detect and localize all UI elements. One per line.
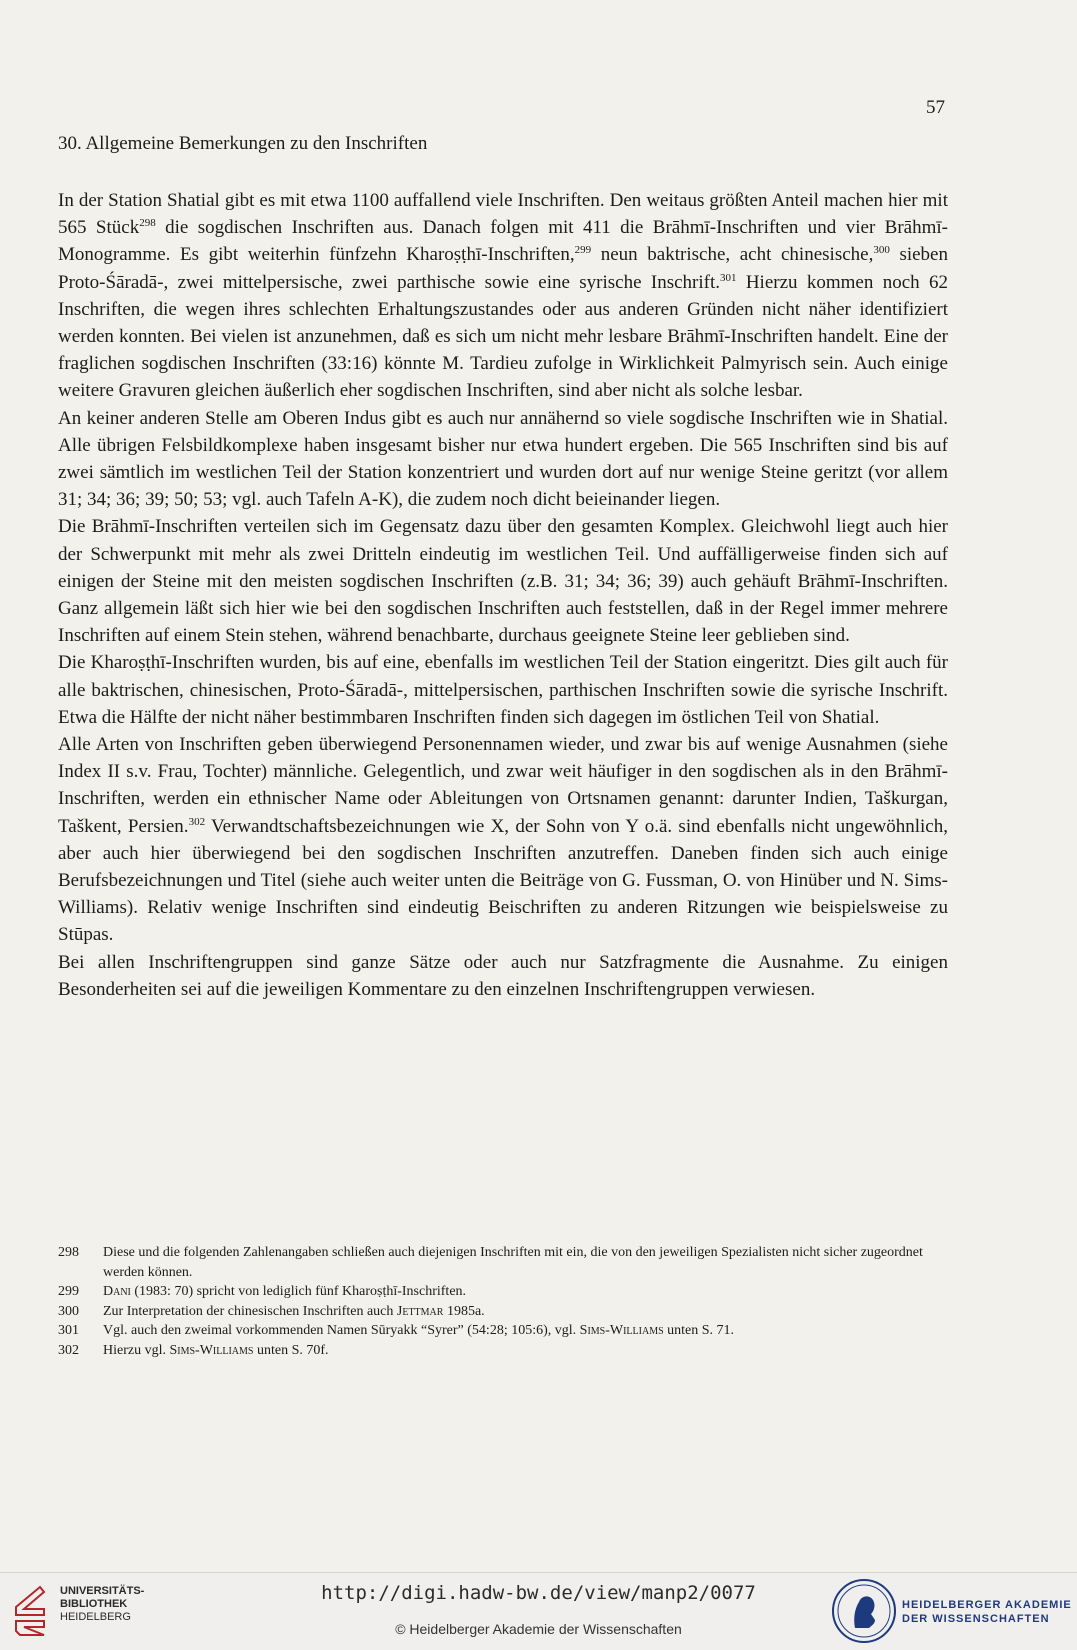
- footnote-number: 299: [58, 1284, 79, 1299]
- paragraph-1: In der Station Shatial gibt es mit etwa 1100 auffallend viele Inschriften. Den weitaus größten Anteil machen hier mit 565 Stück$^{298}$ die sogdischen Inschriften aus. Danach folgen mit 411 die Brāhmī-Inschriften und vier Brāhmī-Monogramme. Es gibt weiterhin fünfzehn Kharoṣṭhī-Inschriften,$^{299}$ neun baktrische, acht chinesische,$^{300}$ sieben Proto-Śāradā-, zwei mittelpersische, zwei parthische sowie eine syrische Inschrift.$^{301}$ Hierzu kommen noch 62 Inschriften, die wegen ihres schlechten Erhaltungszustandes oder aus anderen Gründen nicht näher identifiziert werden konnten. Bei vielen ist anzunehmen, daß es sich um nicht mehr lesbare Brāhmī-Inschriften handelt. Eine der fraglichen sogdischen Inschriften (33:16) könnte M. Tardieu zufolge in Wirklichkeit Palmyrisch sein. Auch einige weitere Gravuren gleichen äußerlich eher sogdischen Inschriften, sind aber nicht als solche lesbar.: [58, 190, 948, 402]
- paragraph-4: Die Kharoṣṭhī-Inschriften wurden, bis auf eine, ebenfalls im westlichen Teil der Station eingeritzt. Dies gilt auch für alle baktrischen, chinesischen, Proto-Śāradā-, mittelpersischen, parthischen Inschriften sowie die syrische Inschrift. Etwa die Hälfte der nicht näher bestimmbaren Inschriften finden sich dagegen im östlichen Teil von Shatial.: [58, 652, 948, 728]
- footnote-text: Hierzu vgl. Sims-Williams unten S. 70f.: [103, 1342, 329, 1358]
- permalink-url[interactable]: http://digi.hadw-bw.de/view/manp2/0077: [321, 1582, 756, 1604]
- footnotes: [58, 1243, 952, 1360]
- footnote-text: Diese und die folgenden Zahlenangaben schließen auch diejenigen Inschriften mit ein, die von den jeweiligen Spezialisten nicht sicher zugeordnet werden können.: [103, 1245, 923, 1280]
- footnote-number: 298: [58, 1245, 79, 1260]
- author-name: Jettmar: [396, 1303, 444, 1319]
- academy-seal-icon[interactable]: [831, 1578, 897, 1644]
- footnote-ref-301[interactable]: 301: [719, 271, 737, 284]
- footnote-301: [58, 1321, 952, 1341]
- paragraph-3: Die Brāhmī-Inschriften verteilen sich im Gegensatz dazu über den gesamten Komplex. Gleichwohl liegt auch hier der Schwerpunkt mit mehr als zwei Dritteln eindeutig im westlichen Teil. Und auffälligerweise finden sich auf einigen der Steine mit den meisten sogdischen Inschriften (z.B. 31; 34; 36; 39) auch gehäuft Brāhmī-Inschriften. Ganz allgemein läßt sich hier wie bei den sogdischen Inschriften auch feststellen, daß in der Regel immer mehrere Inschriften auf einem Stein stehen, während benachbarte, durchaus geeignete Steine leer geblieben sind.: [58, 516, 948, 647]
- author-name: Sims-Williams: [579, 1323, 664, 1338]
- footnote-300: [58, 1302, 952, 1322]
- footnote-299: [58, 1282, 952, 1302]
- paragraph-6: Bei allen Inschriftengruppen sind ganze Sätze oder auch nur Satzfragmente die Ausnahme. Zu einigen Besonderheiten sei auf die jeweiligen Kommentare zu den einzelnen Inschriftengruppen verwiesen.: [58, 951, 948, 1000]
- footnote-ref-300[interactable]: 300: [873, 244, 890, 257]
- author-name: Sims-Williams: [169, 1342, 254, 1358]
- footnote-text: Zur Interpretation der chinesischen Inschriften auch Jettmar 1985a.: [103, 1303, 485, 1319]
- viewer-footer: [0, 1572, 1077, 1650]
- footnote-302: [58, 1341, 952, 1361]
- footnote-number: 300: [58, 1303, 79, 1319]
- footnote-ref-302[interactable]: 302: [188, 815, 206, 828]
- copyright-notice: © Heidelberger Akademie der Wissenschaften: [395, 1621, 682, 1637]
- paragraph-2: An keiner anderen Stelle am Oberen Indus gibt es auch nur annähernd so viele sogdische Inschriften wie in Shatial. Alle übrigen Felsbildkomplexe haben insgesamt bisher nur etwa hundert ergeben. Die 565 Inschriften sind bis auf zwei sämtlich im westlichen Teil der Station konzentriert und wurden dort auf nur wenige Steine geritzt (vor allem 31; 34; 36; 39; 50; 53; vgl. auch Tafeln A-K), die zudem noch dicht beieinander liegen.: [58, 407, 948, 511]
- body-text: [58, 187, 948, 1003]
- page-number: 57: [926, 97, 945, 118]
- author-name: Dani: [103, 1284, 131, 1299]
- footnote-text: Dani (1983: 70) spricht von lediglich fünf Kharoṣṭhī-Inschriften.: [103, 1284, 467, 1299]
- footnote-number: 302: [58, 1342, 79, 1358]
- footnote-number: 301: [58, 1323, 79, 1338]
- paragraph-5: Alle Arten von Inschriften geben überwiegend Personennamen wieder, und zwar bis auf wenige Ausnahmen (siehe Index II s.v. Frau, Tochter) männliche. Gelegentlich, und zwar weit häufiger in den sogdischen als in den Brāhmī-Inschriften, werden ein ethnischer Name oder Ableitungen von Ortsnamen genannt: darunter Indien, Taškurgan, Taškent, Persien.$^{302}$ Verwandtschaftsbezeichnungen wie X, der Sohn von Y o.ä. sind ebenfalls nicht ungewöhnlich, aber auch hier überwiegend bei den sogdischen Inschriften anzutreffen. Daneben finden sich auch einige Berufsbezeichnungen und Titel (siehe auch weiter unten die Beiträge von G. Fussman, O. von Hinüber und N. Sims-Williams). Relativ wenige Inschriften sind eindeutig Beischriften zu anderen Ritzungen wie beispielsweise zu Stūpas.: [58, 734, 948, 946]
- footnote-ref-299[interactable]: 299: [574, 244, 592, 257]
- footnote-298: [58, 1243, 952, 1282]
- footnote-text: Vgl. auch den zweimal vorkommenden Namen Sūryakk “Syrer” (54:28; 105:6), vgl. Sims-Williams unten S. 71.: [103, 1323, 735, 1338]
- section-title: 30. Allgemeine Bemerkungen zu den Inschriften: [58, 133, 428, 154]
- academy-name: HEIDELBERGER AKADEMIE DER WISSENSCHAFTEN: [902, 1599, 1072, 1625]
- footnote-ref-298[interactable]: 298: [139, 217, 156, 230]
- university-library-name: UNIVERSITÄTS- BIBLIOTHEK HEIDELBERG: [60, 1585, 145, 1623]
